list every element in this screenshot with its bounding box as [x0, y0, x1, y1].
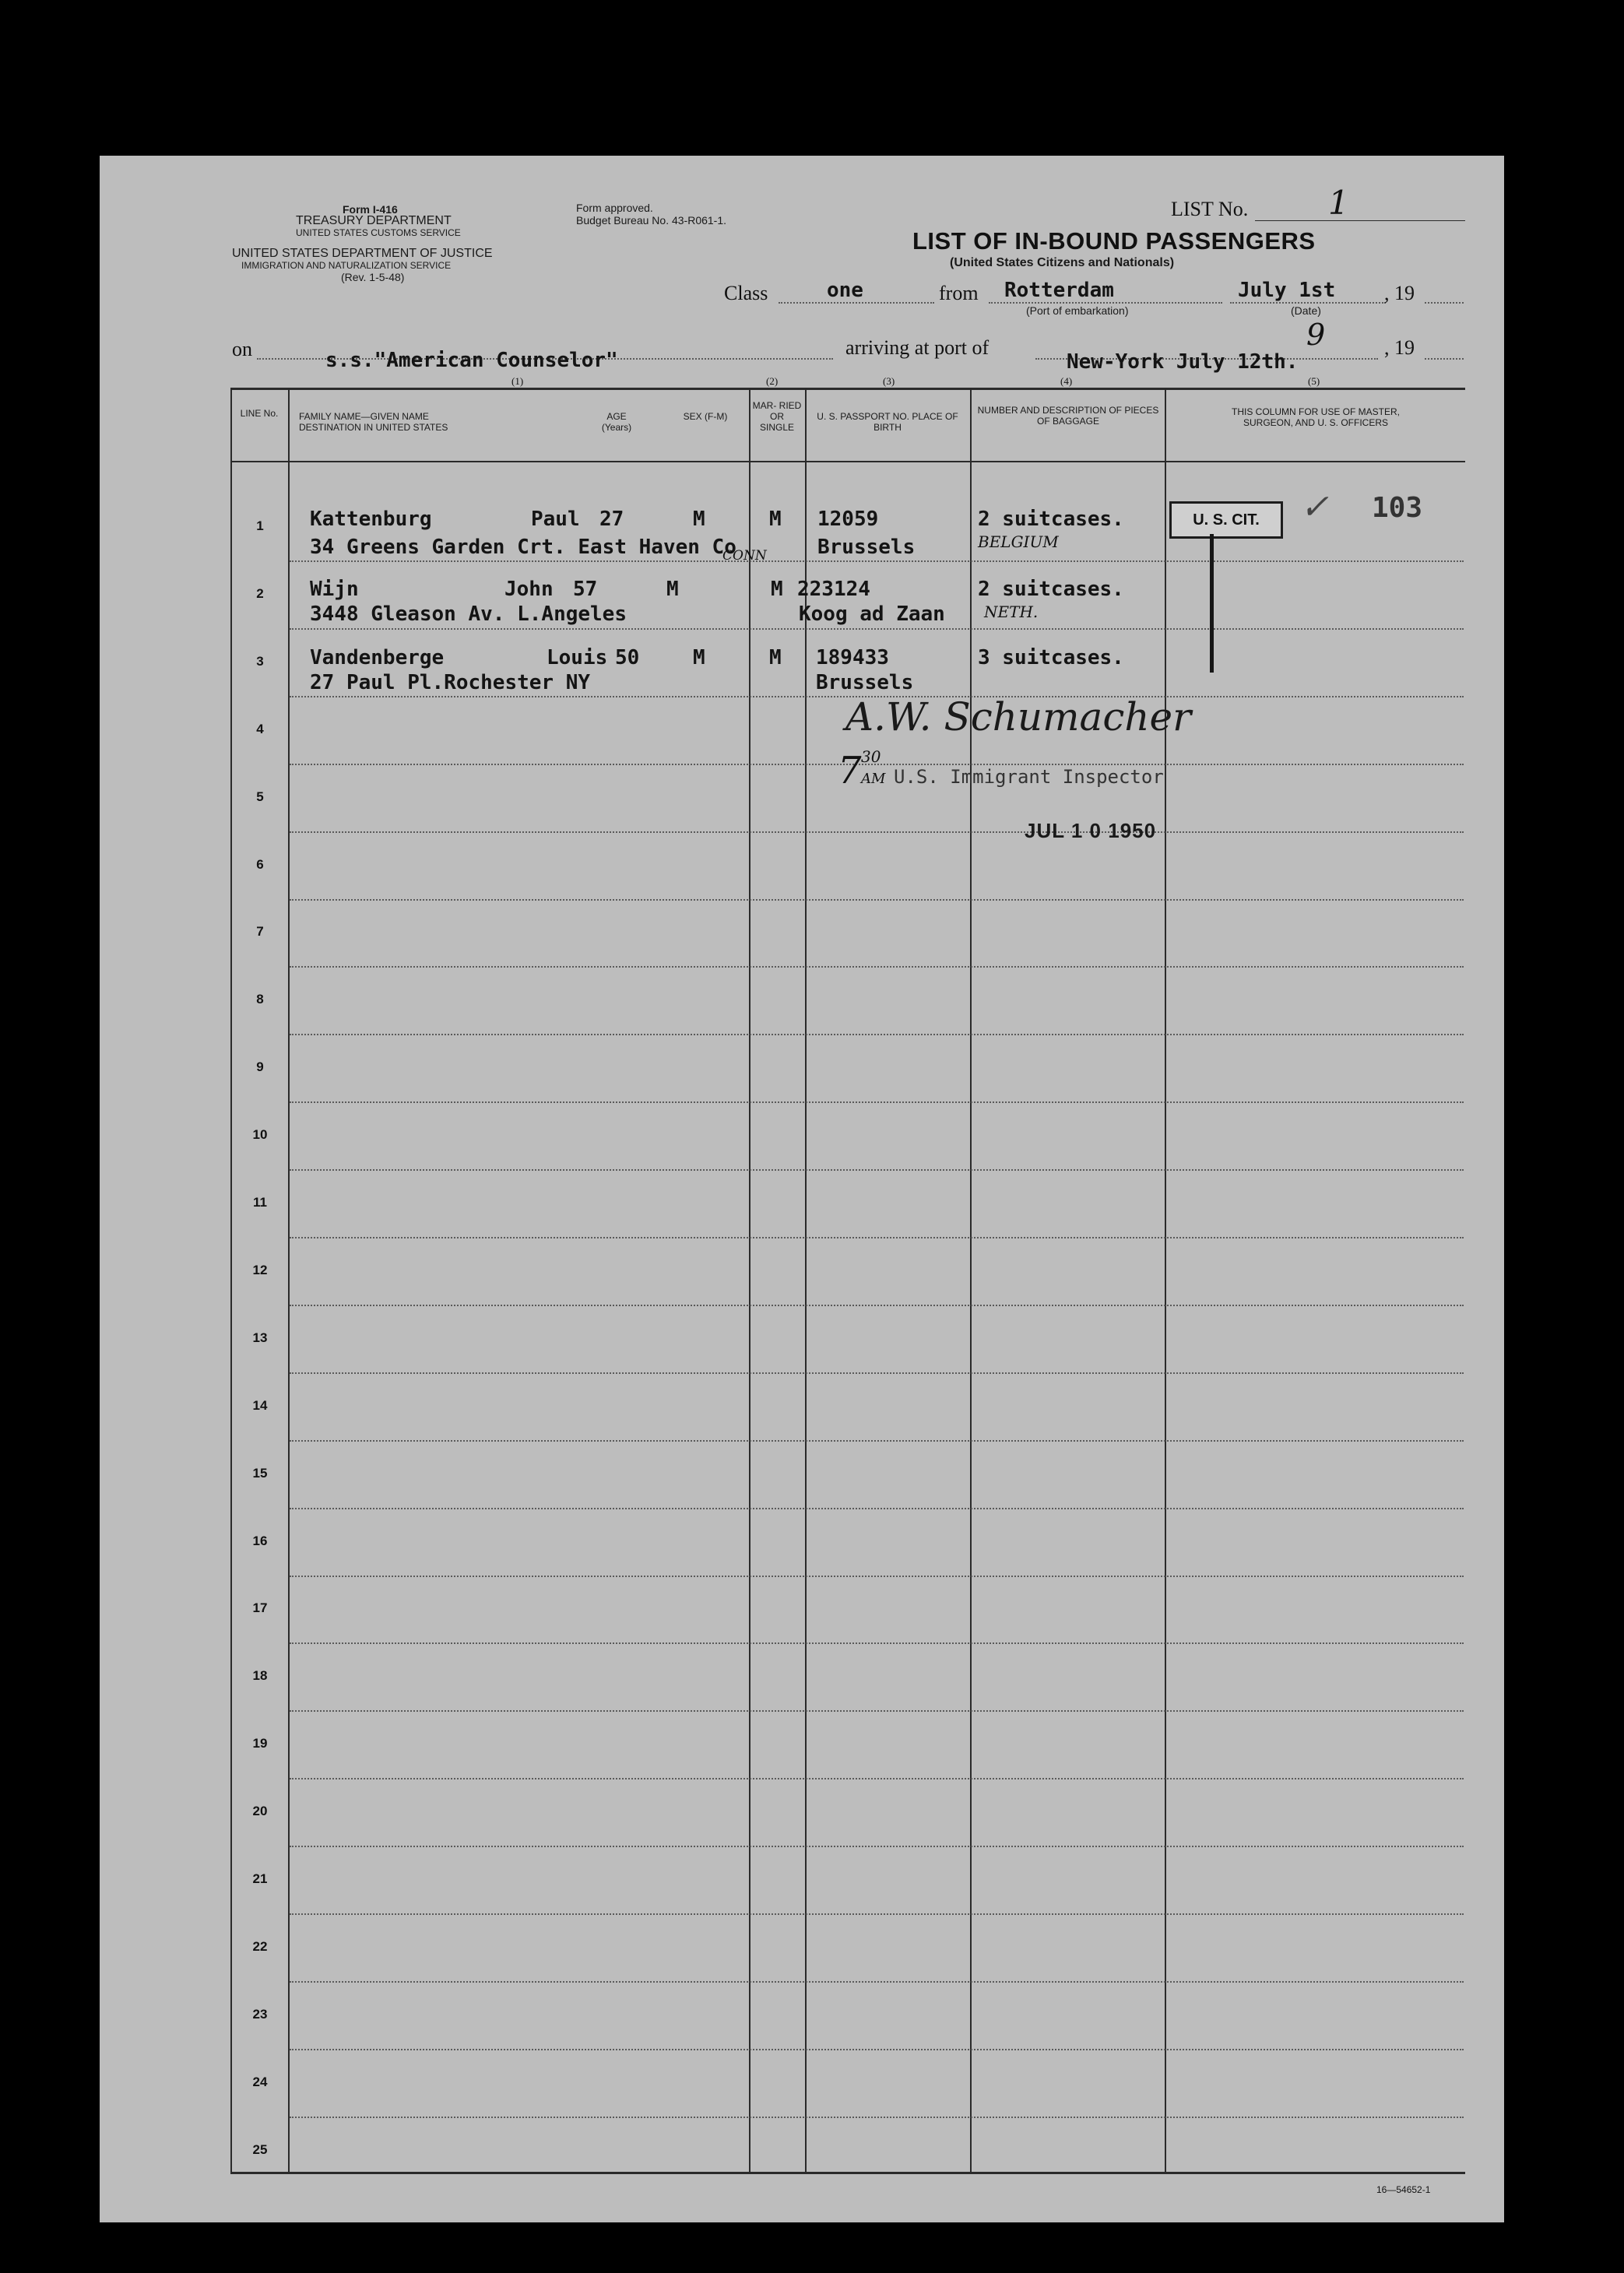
- class-value: one: [827, 279, 863, 302]
- header-baggage: NUMBER AND DESCRIPTION OF PIECES OF BAGGAGE: [977, 405, 1159, 427]
- from-line: [989, 302, 1222, 304]
- row-rule: [290, 1440, 1464, 1442]
- line-number: 23: [252, 2007, 268, 2022]
- table-top-rule: [230, 388, 1465, 390]
- p2-birth-note: NETH.: [984, 603, 1039, 621]
- form-approved: Form approved.: [576, 202, 653, 214]
- row-rule: [290, 831, 1464, 833]
- p1-passport: 12059: [817, 508, 879, 531]
- p1-family: Kattenburg: [310, 508, 432, 531]
- col-num-3: (3): [883, 375, 895, 387]
- header-sex: SEX (F-M): [683, 411, 728, 422]
- line-number: 19: [252, 1736, 268, 1751]
- date-stamp: JUL 1 0 1950: [1025, 819, 1157, 842]
- row-rule: [290, 1642, 1464, 1644]
- manifest-title: LIST OF IN-BOUND PASSENGERS: [912, 227, 1316, 255]
- line-number: 25: [252, 2142, 268, 2157]
- line-number: 1: [256, 518, 264, 533]
- line-number: 12: [252, 1263, 268, 1277]
- time-minutes: 30: [861, 747, 881, 766]
- inspector-signature: A.W. Schumacher: [845, 694, 1192, 740]
- year-label-1: , 19: [1384, 282, 1415, 304]
- year-line-2: [1425, 358, 1464, 360]
- year-line-1: [1425, 302, 1464, 304]
- on-label: on: [232, 338, 252, 360]
- port-embarkation-caption: (Port of embarkation): [1026, 304, 1129, 317]
- line-number: 7: [256, 924, 264, 939]
- line-number: 15: [252, 1466, 268, 1481]
- header-officers: THIS COLUMN FOR USE OF MASTER, SURGEON, AND U. S. OFFICERS: [1231, 406, 1400, 428]
- list-no-value: 1: [1328, 184, 1349, 222]
- date-line: [1230, 302, 1386, 304]
- col-divider-baggage: [970, 388, 972, 2173]
- inspector-title: U.S. Immigrant Inspector: [894, 766, 1164, 788]
- p1-age: 27: [599, 508, 624, 531]
- p3-age: 50: [615, 646, 640, 669]
- row-rule: [290, 2117, 1464, 2118]
- p3-family: Vandenberge: [310, 646, 445, 669]
- p1-married: M: [769, 508, 782, 531]
- row-rule: [290, 1846, 1464, 1847]
- p2-family: Wijn: [310, 578, 359, 601]
- treasury-dept: TREASURY DEPARTMENT: [296, 214, 452, 227]
- p2-passport: 223124: [797, 578, 870, 601]
- row-rule: [290, 1372, 1464, 1374]
- p3-given: Louis: [547, 646, 608, 669]
- row-rule: [290, 899, 1464, 901]
- p3-birthplace: Brussels: [816, 671, 914, 694]
- p2-married: M: [771, 578, 783, 601]
- row-rule: [290, 2049, 1464, 2050]
- header-married: MAR- RIED OR SINGLE: [752, 400, 802, 433]
- p1-dest-note: CONN: [722, 548, 767, 564]
- revision: (Rev. 1-5-48): [341, 271, 405, 283]
- p2-birthplace: Koog ad Zaan: [799, 603, 945, 626]
- table-bottom-rule: [230, 2172, 1465, 2174]
- justice-dept: UNITED STATES DEPARTMENT OF JUSTICE: [232, 247, 493, 260]
- p1-baggage: 2 suitcases.: [978, 508, 1124, 531]
- row-rule: [290, 560, 1464, 562]
- line-number: 17: [252, 1600, 268, 1615]
- time-ampm: AM: [861, 771, 886, 787]
- us-cit-bracket-line: [1210, 534, 1214, 673]
- check-mark: ✓: [1300, 487, 1329, 527]
- p2-age: 57: [573, 578, 598, 601]
- header-age: AGE (Years): [601, 411, 632, 433]
- ship-name: s.s."American Counselor": [325, 349, 618, 372]
- row-rule: [290, 966, 1464, 968]
- p2-baggage: 2 suitcases.: [978, 578, 1124, 601]
- p3-destination: 27 Paul Pl.Rochester NY: [310, 671, 591, 694]
- col-divider-line: [288, 388, 290, 2173]
- line-number: 11: [253, 1195, 267, 1210]
- manifest-sheet: [100, 156, 1504, 2222]
- port-embarkation: Rotterdam: [1004, 279, 1114, 302]
- row-rule: [290, 1101, 1464, 1103]
- header-line-no: LINE No.: [240, 408, 279, 419]
- line-number: 24: [252, 2075, 268, 2089]
- line-number: 21: [252, 1871, 268, 1886]
- line-number: 2: [256, 586, 264, 601]
- row-rule: [290, 1034, 1464, 1035]
- p2-sex: M: [666, 578, 679, 601]
- line-number: 18: [252, 1668, 268, 1683]
- col-num-5: (5): [1308, 375, 1320, 387]
- budget-bureau: Budget Bureau No. 43-R061-1.: [576, 214, 727, 227]
- arrival-port-date: New-York July 12th.: [1067, 350, 1299, 374]
- row-rule: [290, 1237, 1464, 1238]
- line-number: 20: [252, 1804, 268, 1818]
- line-number: 8: [256, 992, 264, 1007]
- line-number: 4: [256, 722, 264, 736]
- row-rule: [290, 1305, 1464, 1306]
- header-name: FAMILY NAME—GIVEN NAME DESTINATION IN UNITED STATES: [299, 411, 448, 433]
- ins-service: IMMIGRATION AND NATURALIZATION SERVICE: [241, 260, 452, 271]
- customs-service: UNITED STATES CUSTOMS SERVICE: [296, 227, 461, 238]
- print-code: 16—54652-1: [1376, 2184, 1431, 2195]
- line-number: 10: [252, 1127, 268, 1142]
- ship-caption: (1): [511, 375, 524, 387]
- line-number: 5: [256, 789, 264, 804]
- manifest-subtitle: (United States Citizens and Nationals): [950, 256, 1175, 269]
- p1-given: Paul: [531, 508, 580, 531]
- list-no-label: LIST No.: [1171, 198, 1249, 220]
- arriving-label: arriving at port of: [845, 336, 990, 359]
- col-divider-passport: [805, 388, 807, 2173]
- p3-married: M: [769, 646, 782, 669]
- from-label: from: [939, 282, 979, 304]
- header-bottom-rule: [230, 461, 1465, 462]
- header-passport: U. S. PASSPORT NO. PLACE OF BIRTH: [817, 411, 958, 433]
- col-num-2: (2): [766, 375, 779, 387]
- line-number: 13: [252, 1330, 268, 1345]
- row-rule: [290, 1778, 1464, 1779]
- row-rule: [290, 1576, 1464, 1577]
- p1-birth-note: BELGIUM: [978, 532, 1059, 551]
- line-number: 6: [256, 857, 264, 872]
- class-label: Class: [724, 282, 768, 304]
- row-rule: [290, 1913, 1464, 1915]
- list-no-line: [1255, 220, 1465, 221]
- row-rule: [290, 1710, 1464, 1712]
- passenger-count: 103: [1372, 492, 1423, 524]
- class-line: [779, 302, 934, 304]
- p3-sex: M: [693, 646, 705, 669]
- p1-destination: 34 Greens Garden Crt. East Haven Co: [310, 536, 736, 559]
- p3-baggage: 3 suitcases.: [978, 646, 1124, 669]
- col-divider-married: [749, 388, 750, 2173]
- col-divider-officers: [1165, 388, 1166, 2173]
- p2-destination: 3448 Gleason Av. L.Angeles: [310, 603, 627, 626]
- p3-passport: 189433: [816, 646, 889, 669]
- p1-sex: M: [693, 508, 705, 531]
- embark-date: July 1st: [1238, 279, 1336, 302]
- form-number: Form I-416: [343, 203, 398, 216]
- row-rule: [290, 1169, 1464, 1171]
- table-left-border: [230, 388, 232, 2173]
- p1-birthplace: Brussels: [817, 536, 916, 559]
- row-rule: [290, 1508, 1464, 1509]
- row-rule: [290, 628, 1464, 630]
- col-num-4: (4): [1060, 375, 1073, 387]
- year-label-2: , 19: [1384, 336, 1415, 359]
- time-hour: 7: [838, 749, 862, 792]
- us-cit-stamp: U. S. CIT.: [1169, 501, 1283, 539]
- date-caption: (Date): [1291, 304, 1321, 317]
- line-number: 16: [252, 1533, 268, 1548]
- line-number: 14: [252, 1398, 268, 1413]
- arrival-date-correction: 9: [1306, 318, 1326, 352]
- line-number: 9: [256, 1059, 264, 1074]
- line-number: 22: [252, 1939, 268, 1954]
- line-number: 3: [256, 654, 264, 669]
- p2-given: John: [504, 578, 554, 601]
- row-rule: [290, 1981, 1464, 1983]
